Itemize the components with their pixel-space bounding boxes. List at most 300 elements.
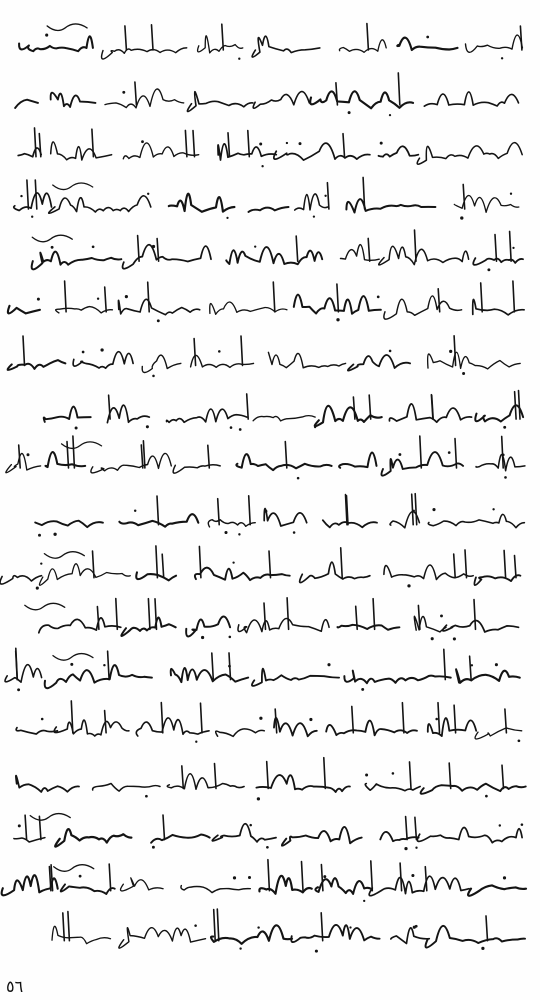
diacritic-dot — [27, 453, 30, 456]
handwritten-word — [93, 784, 160, 792]
diacritic-dot — [324, 195, 326, 197]
manuscript-line — [6, 436, 525, 479]
handwritten-word — [102, 48, 187, 59]
letter-stroke — [185, 130, 187, 156]
handwritten-word — [187, 92, 252, 112]
manuscript-line — [16, 701, 522, 743]
handwritten-word — [119, 928, 206, 948]
handwritten-word — [468, 885, 526, 895]
handwritten-word — [136, 572, 176, 580]
handwritten-word — [6, 453, 41, 472]
letter-stroke — [406, 817, 408, 840]
diacritic-dot — [45, 34, 48, 37]
manuscript-line — [52, 909, 525, 953]
letter-stroke — [108, 651, 110, 679]
letter-stroke — [454, 336, 456, 366]
diacritic-dot — [389, 114, 391, 116]
letter-stroke — [222, 24, 224, 50]
handwritten-word — [16, 728, 57, 734]
diacritic-dot — [392, 772, 395, 775]
letter-stroke — [194, 339, 196, 366]
diacritic-dot — [239, 947, 241, 949]
handwritten-word — [186, 616, 230, 636]
letter-stroke — [201, 703, 203, 733]
diacritic-dot — [411, 874, 414, 877]
handwritten-word — [123, 245, 211, 269]
letter-stroke — [425, 867, 427, 891]
letter-stroke — [162, 554, 164, 578]
manuscript-line — [16, 758, 526, 801]
diacritic-dot — [286, 142, 288, 144]
letter-stroke — [152, 25, 154, 50]
letter-stroke — [519, 391, 521, 420]
handwritten-word — [417, 143, 522, 165]
handwritten-word — [169, 194, 235, 212]
handwritten-word — [61, 884, 115, 894]
letter-stroke — [215, 764, 217, 789]
handwritten-word — [339, 40, 386, 52]
letter-stroke — [420, 436, 422, 468]
letter-stroke — [109, 864, 111, 891]
diacritic-dot — [259, 717, 262, 720]
letter-stroke — [141, 445, 143, 468]
handwritten-word — [173, 465, 220, 473]
handwritten-word — [348, 355, 410, 371]
letter-stroke — [520, 26, 522, 50]
handwritten-word — [35, 521, 103, 527]
letter-stroke — [156, 546, 158, 578]
diacritic-dot — [218, 350, 221, 353]
interlinear-word — [54, 865, 94, 872]
handwritten-word — [191, 355, 254, 367]
manuscript-line — [14, 814, 523, 851]
diacritic-dot — [365, 774, 368, 777]
handwritten-word — [428, 718, 476, 736]
letter-stroke — [513, 281, 515, 312]
handwritten-word — [238, 618, 329, 632]
diacritic-dot — [313, 215, 315, 217]
diacritic-dot — [125, 295, 128, 298]
letter-stroke — [27, 180, 29, 209]
letter-stroke — [502, 765, 504, 788]
diacritic-dot — [152, 375, 155, 378]
diacritic-dot — [53, 533, 56, 536]
handwritten-word — [0, 576, 41, 584]
letter-stroke — [264, 603, 266, 629]
letter-stroke — [367, 24, 369, 50]
letter-stroke — [504, 550, 506, 577]
diacritic-dot — [17, 688, 20, 691]
handwritten-word — [56, 307, 113, 313]
letter-stroke — [398, 73, 400, 105]
diacritic-dot — [503, 426, 506, 429]
letter-stroke — [228, 133, 230, 157]
diacritic-dot — [257, 926, 259, 928]
handwritten-word — [259, 876, 311, 894]
handwritten-word — [121, 878, 164, 891]
handwritten-word — [253, 92, 309, 109]
handwritten-word — [456, 669, 520, 682]
diacritic-dot — [92, 245, 95, 248]
handwritten-word — [300, 562, 370, 582]
diacritic-dot — [141, 140, 144, 143]
letter-stroke — [324, 758, 326, 789]
letter-stroke — [402, 703, 404, 733]
letter-stroke — [135, 82, 137, 105]
letter-stroke — [143, 441, 145, 468]
handwritten-word — [167, 774, 244, 789]
letter-stroke — [273, 282, 275, 312]
handwritten-word — [346, 199, 435, 212]
manuscript-line — [25, 598, 519, 641]
handwritten-word — [91, 453, 171, 472]
diacritic-dot — [238, 58, 240, 60]
diacritic-dot — [415, 925, 418, 928]
letter-stroke — [321, 865, 323, 891]
handwritten-word — [474, 575, 520, 585]
letter-stroke — [336, 83, 338, 105]
letter-stroke — [449, 763, 451, 788]
handwritten-word — [369, 876, 469, 896]
letter-stroke — [16, 651, 18, 680]
diacritic-dot — [471, 664, 473, 666]
diacritic-dot — [261, 165, 263, 167]
diacritic-dot — [297, 477, 300, 480]
diacritic-dot — [502, 454, 505, 457]
handwritten-word — [216, 729, 265, 736]
letter-stroke — [368, 238, 370, 261]
diacritic-dot — [100, 348, 103, 351]
handwritten-word — [49, 196, 151, 213]
diacritic-dot — [431, 637, 434, 640]
diacritic-dot — [70, 663, 73, 666]
diacritic-dot — [449, 350, 452, 353]
diacritic-dot — [97, 298, 99, 300]
handwritten-word — [381, 452, 463, 476]
letter-stroke — [148, 599, 150, 630]
handwritten-word — [338, 625, 400, 630]
letter-stroke — [415, 817, 417, 839]
diacritic-dot — [361, 688, 364, 691]
diacritic-dot — [404, 847, 407, 850]
handwritten-word — [428, 514, 524, 527]
handwritten-word — [195, 568, 290, 580]
handwritten-word — [19, 36, 93, 51]
handwritten-word — [55, 829, 131, 847]
handwritten-word — [14, 193, 52, 211]
handwritten-word — [256, 775, 350, 792]
handwritten-word — [151, 835, 210, 843]
diacritic-dot — [152, 846, 155, 849]
handwritten-word — [264, 508, 307, 526]
diacritic-dot — [327, 663, 330, 666]
diacritic-dot — [248, 876, 251, 879]
handwritten-word — [18, 148, 41, 157]
handwritten-word — [51, 142, 112, 160]
letter-stroke — [505, 709, 507, 733]
interlinear-word — [44, 552, 84, 559]
diacritic-dot — [413, 510, 415, 512]
letter-stroke — [92, 129, 94, 157]
manuscript-line — [19, 24, 522, 60]
diacritic-dot — [264, 510, 267, 513]
handwritten-word — [39, 618, 121, 633]
diacritic-dot — [336, 318, 339, 321]
letter-stroke — [268, 860, 270, 891]
handwritten-word — [45, 452, 85, 467]
handwritten-word — [252, 669, 339, 686]
diacritic-dot — [503, 876, 506, 879]
letter-stroke — [415, 230, 417, 261]
handwritten-word — [310, 91, 413, 108]
diacritic-dot — [309, 718, 312, 721]
diacritic-dot — [448, 451, 451, 454]
handwritten-word — [208, 520, 255, 527]
diacritic-dot — [232, 561, 234, 563]
diacritic-dot — [293, 531, 296, 534]
interlinear-word — [53, 183, 93, 190]
handwritten-word — [291, 925, 379, 942]
letter-stroke — [327, 183, 329, 209]
handwritten-word — [171, 668, 249, 682]
letter-stroke — [275, 709, 277, 733]
manuscript-line — [5, 648, 520, 691]
handwritten-word — [32, 252, 122, 270]
handwritten-word — [54, 720, 129, 736]
interlinear-word — [25, 603, 65, 610]
letter-stroke — [267, 762, 269, 789]
handwritten-word — [379, 246, 469, 265]
diacritic-dot — [228, 665, 231, 668]
diacritic-dot — [501, 57, 503, 59]
diacritic-dot — [36, 587, 39, 590]
handwritten-word — [426, 926, 525, 948]
letter-stroke — [454, 705, 456, 733]
handwritten-word — [73, 352, 133, 369]
handwritten-word — [391, 928, 430, 944]
handwritten-word — [167, 409, 247, 422]
handwritten-word — [118, 299, 199, 314]
diacritic-dot — [147, 193, 149, 195]
letter-stroke — [371, 861, 373, 891]
diacritic-dot — [257, 797, 260, 800]
manuscript-line — [35, 494, 524, 537]
letter-stroke — [105, 287, 107, 312]
diacritic-dot — [460, 216, 463, 219]
handwritten-word — [379, 146, 419, 156]
diacritic-dot — [224, 531, 227, 534]
diacritic-dot — [146, 425, 149, 428]
diacritic-dot — [481, 947, 484, 950]
letter-stroke — [438, 703, 440, 733]
diacritic-dot — [363, 900, 365, 902]
diacritic-dot — [229, 636, 232, 639]
manuscript-line — [15, 73, 518, 116]
diacritic-dot — [226, 217, 228, 219]
diacritic-dot — [462, 372, 465, 375]
handwritten-word — [268, 352, 345, 367]
letter-stroke — [212, 653, 214, 680]
diacritic-dot — [518, 739, 521, 742]
letter-stroke — [400, 863, 402, 891]
handwritten-word — [15, 100, 38, 108]
handwritten-word — [384, 565, 473, 580]
handwritten-word — [249, 207, 289, 212]
letter-stroke — [337, 284, 339, 312]
handwritten-word — [340, 245, 379, 261]
letter-stroke — [248, 131, 250, 157]
diacritic-dot — [398, 453, 401, 456]
diacritic-dot — [51, 246, 54, 249]
diacritic-dot — [41, 718, 44, 721]
diacritic-dot — [492, 508, 494, 510]
letter-stroke — [470, 656, 472, 679]
diacritic-dot — [239, 428, 242, 431]
letter-stroke — [93, 551, 95, 578]
interlinear-word — [47, 24, 87, 31]
handwritten-word — [5, 665, 42, 683]
diacritic-dot — [266, 846, 269, 849]
interlinear-word — [53, 654, 93, 661]
handwritten-word — [181, 886, 250, 893]
letter-stroke — [302, 862, 304, 891]
diacritic-dot — [103, 664, 105, 666]
handwritten-word — [389, 404, 471, 422]
diacritic-dot — [38, 534, 41, 537]
letter-stroke — [353, 397, 355, 419]
diacritic-dot — [134, 509, 136, 511]
diacritic-dot — [485, 795, 488, 798]
letter-stroke — [105, 711, 107, 733]
diacritic-dot — [380, 142, 383, 145]
letter-stroke — [65, 281, 67, 312]
handwritten-word — [475, 728, 522, 739]
letter-stroke — [343, 134, 345, 157]
handwritten-word — [473, 258, 523, 265]
diacritic-dot — [152, 245, 155, 248]
handwritten-word — [390, 512, 419, 528]
letter-stroke — [412, 494, 414, 525]
diacritic-dot — [249, 824, 252, 827]
diacritic-dot — [389, 350, 392, 353]
letter-stroke — [25, 815, 27, 839]
letter-stroke — [373, 599, 375, 630]
handwritten-word — [51, 93, 96, 107]
letter-stroke — [269, 551, 271, 578]
handwritten-word — [218, 144, 276, 160]
manuscript-line — [14, 177, 519, 219]
handwritten-word — [16, 776, 79, 792]
handwritten-word — [211, 925, 292, 944]
handwritten-word — [45, 665, 152, 688]
diacritic-dot — [31, 216, 33, 218]
handwritten-word — [226, 247, 322, 264]
letter-stroke — [410, 762, 412, 789]
diacritic-dot — [495, 663, 498, 666]
handwritten-word — [274, 143, 370, 160]
handwritten-word — [253, 416, 315, 421]
diacritic-dot — [37, 298, 40, 301]
handwritten-word — [44, 407, 91, 422]
handwritten-word — [466, 35, 523, 52]
handwritten-word — [282, 827, 362, 846]
manuscript-line — [0, 546, 520, 590]
letter-stroke — [454, 554, 456, 578]
manuscript-line — [18, 128, 522, 167]
diacritic-dot — [314, 426, 316, 428]
diacritic-dot — [299, 142, 302, 145]
diacritic-dot — [20, 195, 22, 197]
diacritic-dot — [40, 562, 42, 564]
letter-stroke — [157, 239, 159, 262]
diacritic-dot — [521, 823, 524, 826]
letter-stroke — [287, 598, 289, 630]
diacritic-dot — [122, 91, 125, 94]
letter-stroke — [495, 235, 497, 262]
letter-stroke — [515, 392, 517, 419]
letter-stroke — [193, 131, 195, 157]
letter-stroke — [515, 556, 517, 578]
handwritten-word — [39, 564, 130, 585]
handwritten-word — [295, 194, 328, 210]
handwritten-word — [315, 406, 382, 426]
letter-stroke — [438, 289, 440, 312]
letter-stroke — [415, 494, 417, 525]
letter-stroke — [68, 912, 70, 941]
handwritten-word — [380, 832, 418, 841]
handwritten-word — [8, 360, 66, 370]
letter-stroke — [116, 599, 118, 630]
handwritten-word — [107, 405, 149, 423]
letter-stroke — [352, 706, 354, 732]
handwritten-word — [236, 454, 331, 470]
handwritten-word — [424, 92, 518, 106]
letter-stroke — [474, 600, 476, 630]
letter-stroke — [161, 703, 163, 733]
diacritic-dot — [432, 508, 435, 511]
handwritten-word — [339, 452, 376, 467]
diacritic-dot — [157, 319, 160, 322]
manuscript-line — [8, 281, 524, 322]
diacritic-dot — [259, 143, 262, 146]
handwritten-word — [136, 718, 209, 736]
letter-stroke — [148, 282, 150, 312]
letter-stroke — [35, 180, 37, 209]
diacritic-dot — [407, 584, 410, 587]
diacritic-dot — [377, 296, 380, 299]
diacritic-dot — [194, 924, 197, 927]
diacritic-dot — [315, 950, 318, 953]
letter-stroke — [241, 336, 243, 365]
handwritten-word — [315, 878, 370, 894]
handwritten-word — [476, 455, 525, 471]
diacritic-dot — [504, 476, 507, 479]
diacritic-dot — [201, 636, 204, 639]
letter-stroke — [39, 134, 41, 157]
diacritic-dot — [440, 614, 443, 617]
interlinear-word — [32, 235, 72, 242]
handwritten-word — [473, 299, 524, 314]
letter-stroke — [465, 550, 467, 578]
letter-stroke — [296, 236, 298, 261]
diacritic-dot — [415, 847, 417, 849]
handwritten-word — [142, 355, 181, 372]
diacritic-dot — [435, 718, 438, 721]
diacritic-dot — [230, 426, 233, 429]
handwritten-word — [443, 621, 519, 632]
letter-stroke — [157, 496, 159, 525]
handwritten-word — [323, 520, 377, 527]
